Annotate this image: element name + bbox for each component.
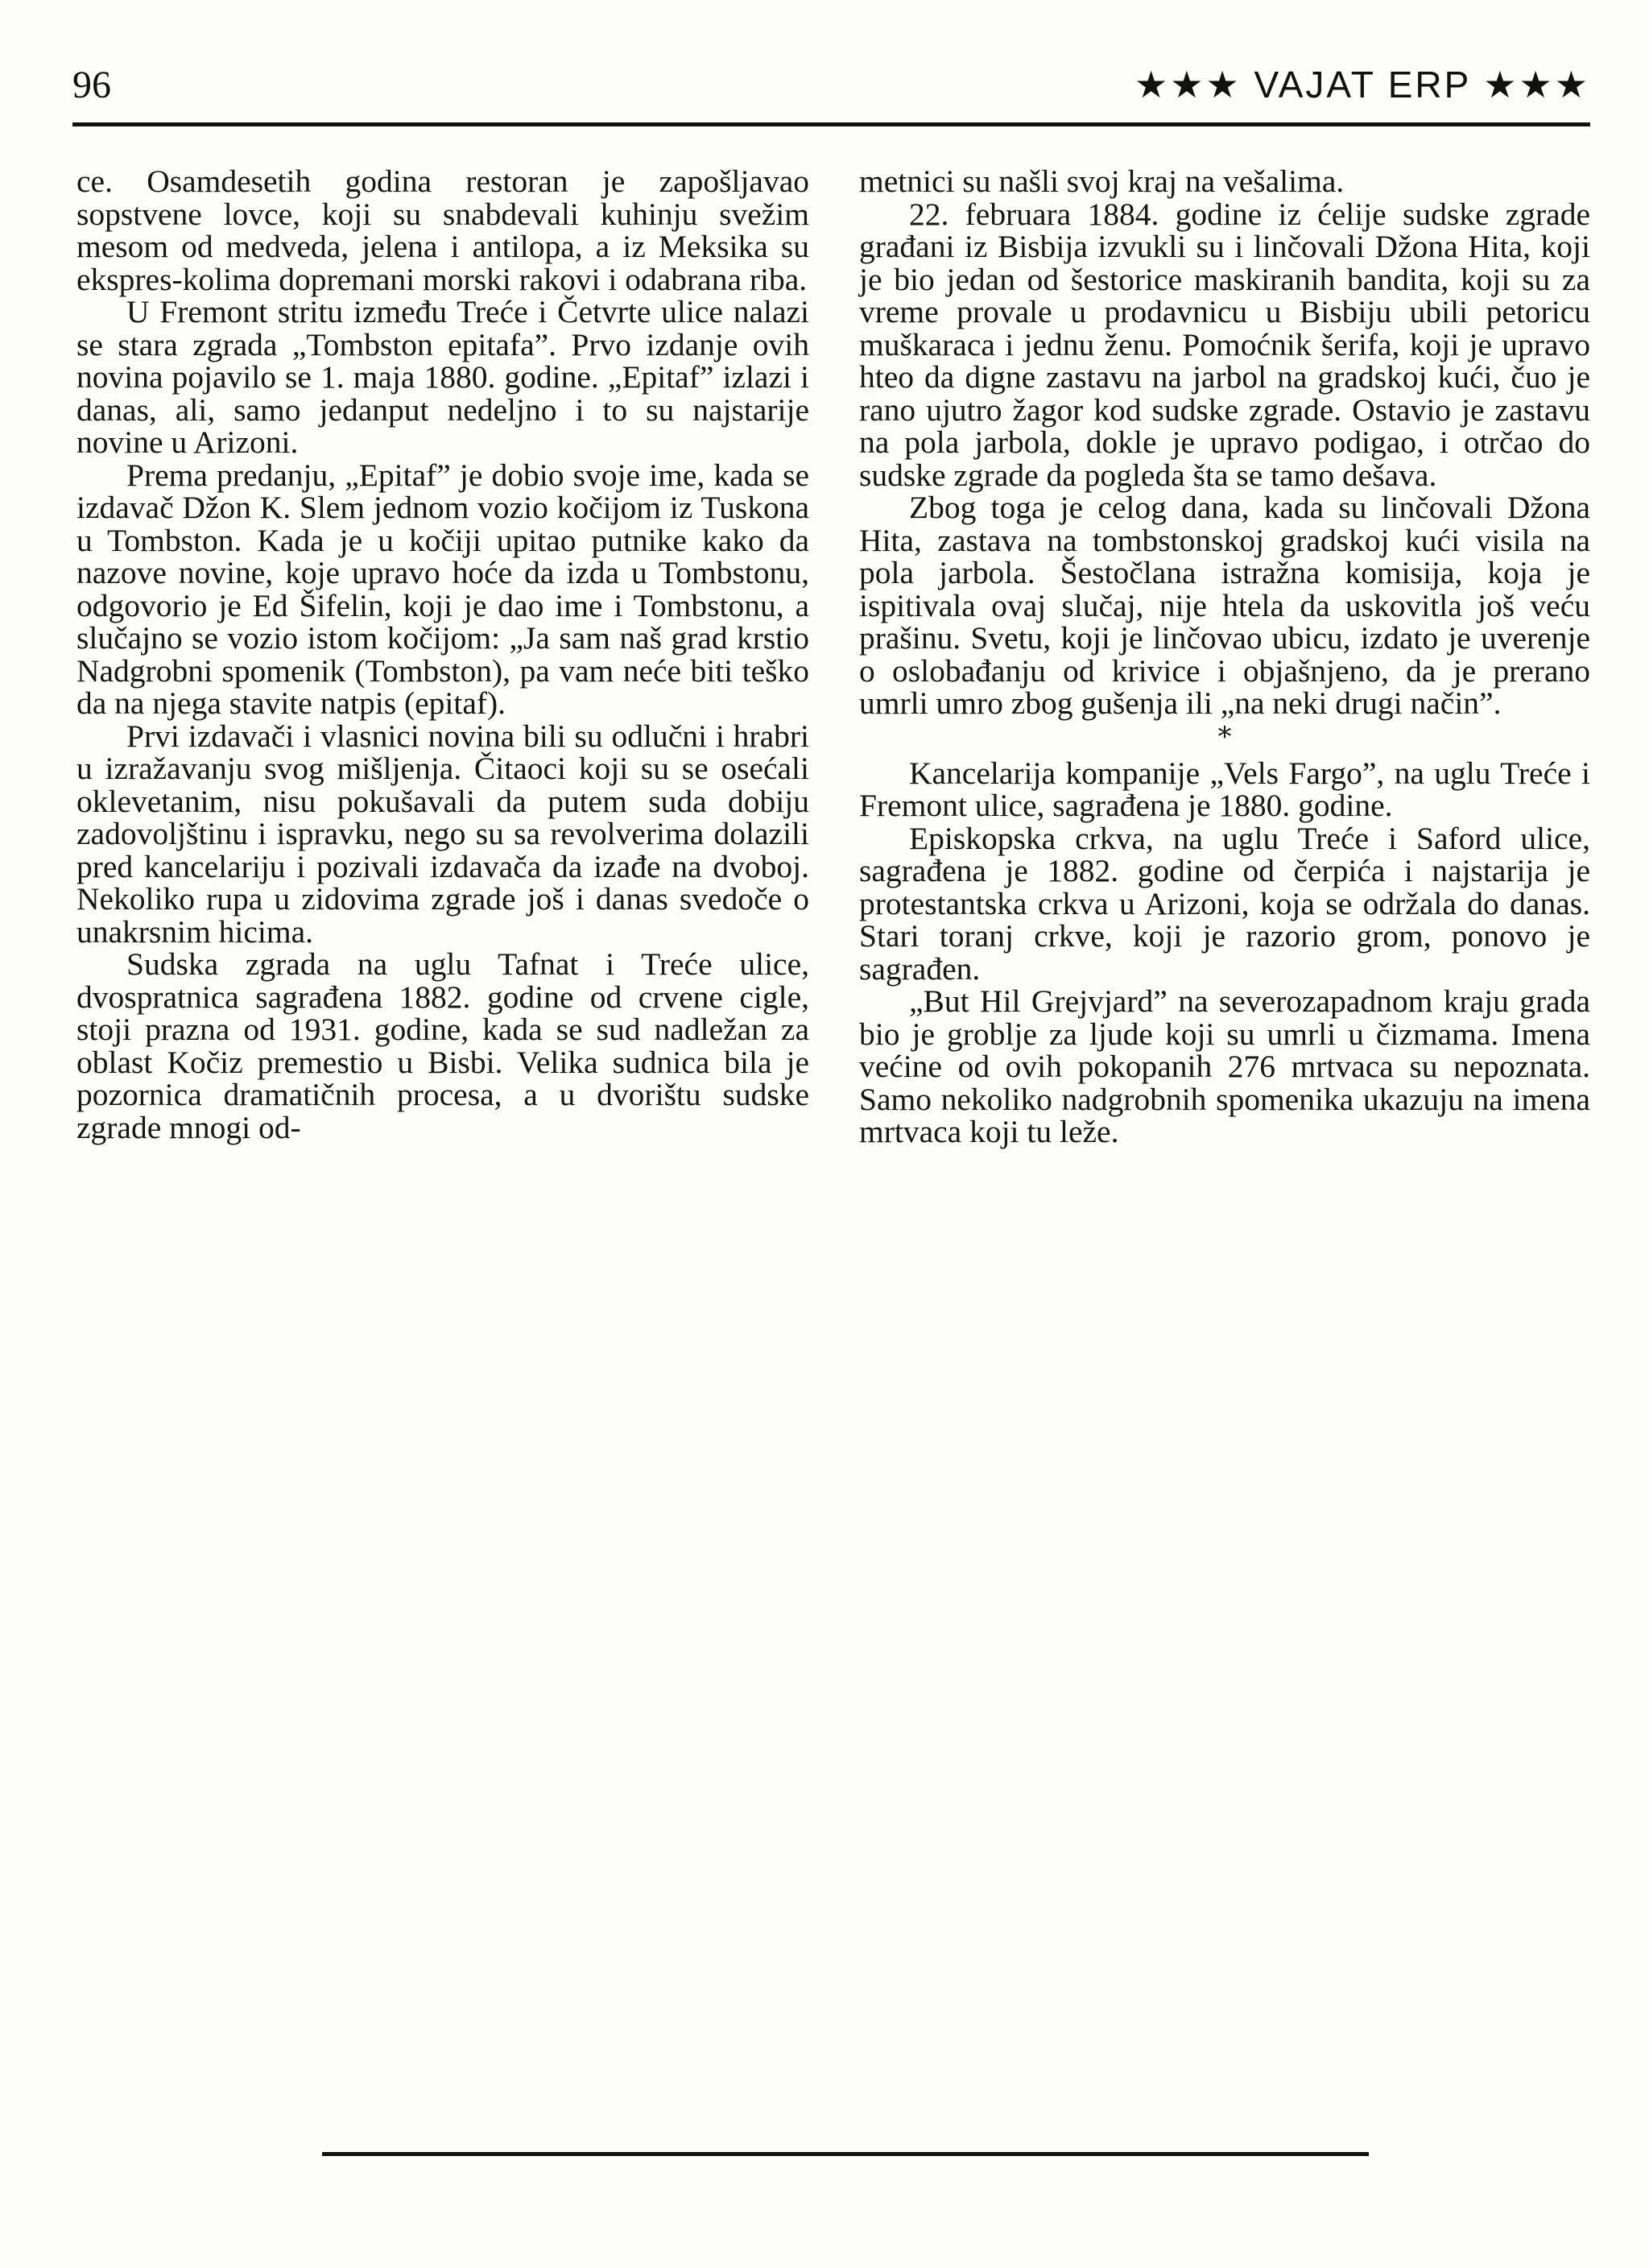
paragraph: Episkopska crkva, na uglu Treće i Saford ulice, sagrađena je 1882. godine od čerpića i najstarija je protestantska crkva u Arizoni, koja se održala do danas. Stari toranj crkve, koji je razorio grom, ponovo je sagrađen.	[859, 820, 1590, 987]
paragraph: metnici su našli svoj kraj na vešalima.	[859, 163, 1345, 199]
footer-rule	[322, 2152, 1369, 2156]
paragraph: „But Hil Grejvjard” na severozapadnom kraju grada bio je groblje za ljude koji su umrli u čizmama. Imena većine od ovih pokopanih 276 mrtvaca su nepoznata. Samo nekoliko nadgrobnih spomenika ukazuju na imena mrtvaca koji tu leže.	[859, 983, 1590, 1149]
paragraph: ce. Osamdesetih godina restoran je zapošljavao sopstvene lovce, koji su snabdevali kuhinju svežim mesom od medveda, jelena i antilopa, a iz Meksika su ekspres-kolima dopremani morski rakovi i odabrana riba.	[76, 163, 809, 297]
section-separator: *	[1217, 720, 1232, 753]
page-number: 96	[72, 64, 111, 106]
paragraph: 22. februara 1884. godine iz ćelije sudske zgrade građani iz Bisbija izvukli su i linčovali Džona Hita, koji je bio jedan od šestorice maskiranih bandita, koji su za vreme provale u prodavnicu u Bisbiju ubili petoricu muškaraca i jednu ženu. Pomoćnik šerifa, koji je upravo hteo da digne zastavu na jarbol na gradskoj kući, čuo je rano ujutro žagor kod sudske zgrade. Ostavio je zastavu na pola jarbola, dokle je upravo podigao, i otrčao do sudske zgrade da pogleda šta se tamo dešava.	[859, 196, 1590, 493]
right-column	[859, 165, 1590, 1148]
paragraph: Prvi izdavači i vlasnici novina bili su odlučni i hrabri u izražavanju svog mišljenja. Čitaoci koji su se osećali oklevetanim, nisu pokušavali da putem suda dobiju zadovoljštinu i ispravku, nego su sa revolverima dolazili pred kancelariju i pozivali izdavača da izađe na dvoboj. Nekoliko rupa u zidovima zgrade još i danas svedoče o unakrsnim hicima.	[76, 718, 809, 950]
left-column	[76, 165, 809, 1144]
paragraph: Sudska zgrada na uglu Tafnat i Treće ulice, dvospratnica sagrađena 1882. godine od crvene cigle, stoji prazna od 1931. godine, kada se sud nadležan za oblast Kočiz premestio u Bisbi. Velika sudnica bila je pozornica dramatičnih procesa, a u dvorištu sudske zgrade mnogi od-	[76, 946, 809, 1145]
paragraph: Prema predanju, „Epitaf” je dobio svoje ime, kada se izdavač Džon K. Slem jednom vozio kočijom iz Tuskona u Tombston. Kada je u kočiji upitao putnike kako da nazove novine, koje upravo hoće da izda u Tombstonu, odgovorio je Ed Šifelin, koji je dao ime i Tombstonu, a slučajno se vozio istom kočijom: „Ja sam naš grad krstio Nadgrobni spomenik (Tombston), pa vam neće biti teško da na njega stavite natpis (epitaf).	[76, 457, 809, 721]
paragraph: Zbog toga je celog dana, kada su linčovali Džona Hita, zastava na tombstonskoj gradskoj kući visila na pola jarbola. Šestočlana istražna komisija, koja je ispitivala ovaj slučaj, nije htela da uskovitla još veću prašinu. Svetu, koji je linčovao ubicu, izdato je uverenje o oslobađanju od krivice i objašnjeno, da je prerano umrli umro zbog gušenja ili „na neki drugi način”.	[859, 490, 1590, 721]
header-rule	[72, 122, 1590, 126]
paragraph: U Fremont stritu između Treće i Četvrte ulice nalazi se stara zgrada „Tombston epitafa”. Prvo izdanje ovih novina pojavilo se 1. maja 1880. godine. „Epitaf” izlazi i danas, ali, samo jedanput nedeljno i to su najstarije novine u Arizoni.	[76, 294, 809, 460]
paragraph: Kancelarija kompanije „Vels Fargo”, na uglu Treće i Fremont ulice, sagrađena je 1880. godine.	[859, 755, 1590, 823]
page-header	[72, 63, 1590, 127]
running-title: ★★★ VAJAT ERP ★★★	[1134, 64, 1590, 106]
